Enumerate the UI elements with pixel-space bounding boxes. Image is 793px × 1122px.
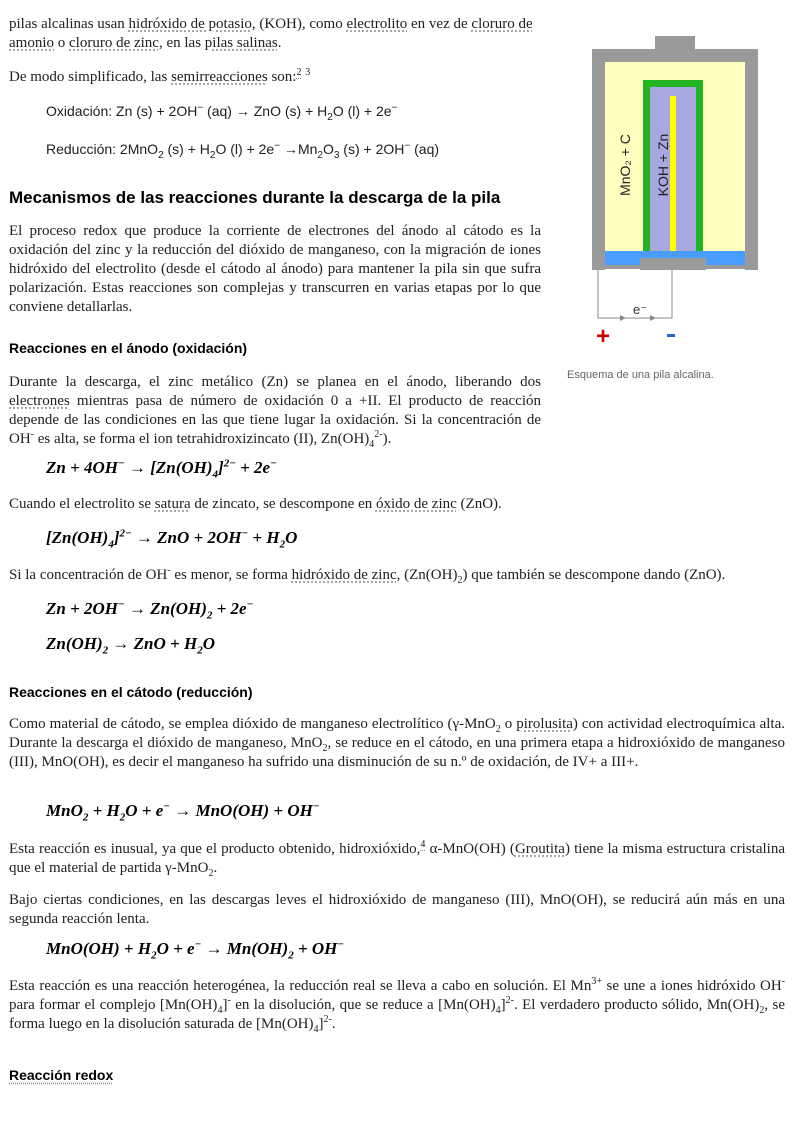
anode-equation-2: $[Zn(OH)_4]^{2-}$ → ZnO + $2OH^- + H_2O$ xyxy=(46,527,298,551)
link-hidroxido-de-potasio[interactable]: hidróxido de potasio xyxy=(128,16,252,32)
cathode-paragraph: Como material de cátodo, se emplea dióxido de manganeso electrolítico (γ-MnO$_2$ o pirolusita) con actividad electroquímica alta. Durante la descarga el dióxido de manganeso, MnO$_2$, se reduce en el cátodo, en una primera etapa a hidroxióxido de manganeso (III), MnO(OH), es decir el manganeso ha sufrido una disminución de su n.º de oxidación, de IV+ a III+. xyxy=(9,716,786,770)
battery-schematic-icon xyxy=(560,30,790,360)
svg-text:KOH + Zn: KOH + Zn xyxy=(655,133,671,197)
link-cloruro-de-amonio[interactable]: cloruro de amonio xyxy=(9,16,533,51)
oxidation-equation: Oxidación: Zn (s) + 2OH− (aq) → ZnO $(s) + H_2O$ (l) + 2e− xyxy=(46,102,398,123)
groutita-paragraph: Esta reacción es inusual, ya que el producto obtenido, hidroxióxido,$^4$ α-MnO(OH) (Groutita) tiene la misma estructura cristalina que el material de partida γ-MnO$_2$. xyxy=(9,839,785,879)
intro-paragraph: pilas alcalinas usan hidróxido de potasio, (KOH), como electrolito en vez de cloruro de amonio o cloruro de zinc, en las pilas salinas. xyxy=(9,16,533,51)
link-semirreacciones[interactable]: semirreacciones xyxy=(171,69,268,85)
link-pilas-salinas[interactable]: pilas salinas xyxy=(204,35,278,51)
svg-text:+: + xyxy=(596,323,611,350)
cathode-equation-1: $MnO_2 + H_2O + e^- \to MnO(OH) + OH^-$ xyxy=(46,800,320,824)
anode-equation-4: $Zn(OH)_2$ → ZnO + $H_2O$ xyxy=(46,634,215,657)
anode-equation-3: $Zn + 2OH^- \to Zn(OH)_2 + 2e^-$ xyxy=(46,598,254,622)
mechanisms-paragraph: El proceso redox que produce la corriente de electrones del ánodo al cátodo es la oxidación del zinc y la reducción del dióxido de manganeso, con la migración de iones hidróxido del electrolito (desde el cátodo al ánodo) para mantener la pila sin que sufra polarización. Estas reacciones son complejas y transcurren en varias etapas por lo que conviene detallarlas. xyxy=(9,223,541,315)
link-hidroxido-de-zinc[interactable]: hidróxido de zinc xyxy=(291,567,397,583)
semirreacciones-paragraph: De modo simplificado, las semirreacciones son:$^2$ $^3$ xyxy=(9,67,311,85)
reference-2[interactable]: 2 xyxy=(296,67,302,78)
link-electrolito[interactable]: electrolito xyxy=(346,16,408,32)
link-cloruro-de-zinc[interactable]: cloruro de zinc xyxy=(69,35,159,51)
reduction-equation: Reducción: 2MnO$_2$ $(s) + H_2O$ $(l) + 2e^- \to Mn_2O_3$ (s) + 2OH− (aq) xyxy=(46,140,440,161)
link-electrones[interactable]: electrones xyxy=(9,393,70,409)
slow-reaction-paragraph: Bajo ciertas condiciones, en las descargas leves el hidroxióxido de manganeso (III), MnO(OH), se reducirá aún más en una segunda reacción lenta. xyxy=(9,892,785,927)
svg-text:e⁻: e⁻ xyxy=(633,302,648,317)
section-heading-mecanismos: Mecanismos de las reacciones durante la descarga de la pila xyxy=(9,188,501,207)
anode-equation-1: $Zn + 4OH^- \to [Zn(OH)_4]^{2-} + 2e^-$ xyxy=(46,457,277,481)
cathode-equation-2: $MnO(OH) + H_2O + e^- \to Mn(OH)_2 + OH^-$ xyxy=(46,938,345,962)
svg-text:MnO₂ + C: MnO₂ + C xyxy=(617,134,633,196)
zincate-paragraph: Cuando el electrolito se satura de zincato, se descompone en óxido de zinc (ZnO). xyxy=(9,496,502,512)
heterogeneous-reaction-paragraph: Esta reacción es una reacción heterogénea, la reducción real se lleva a cabo en solución. El $Mn^{3+}$ se une a iones hidróxido OH- para formar el complejo $[Mn(OH)_4]^-$ en la disolución, que se reduce a $[Mn(OH)_4]^{2-}$. El verdadero producto sólido, $Mn(OH)_2$, se forma luego en la disolución saturada de $[Mn(OH)_4]^{2-}$. xyxy=(9,976,786,1035)
anode-paragraph: Durante la descarga, el zinc metálico (Zn) se planea en el ánodo, liberando dos electrones mientras pasa de número de oxidación 0 a +II. El producto de reacción depende de las condiciones en las que tiene lugar la oxidación. Si la concentración de OH- es alta, se forma el ion tetrahidroxizincato (II), $Zn(OH)_4^{2-}$). xyxy=(9,374,541,450)
link-pirolusita[interactable]: pirolusita xyxy=(516,716,573,732)
section-heading-reaccion-redox[interactable]: Reacción redox xyxy=(9,1067,114,1083)
reference-4[interactable]: 4 xyxy=(420,839,426,850)
link-groutita[interactable]: Groutita xyxy=(514,841,565,857)
alkaline-battery-diagram xyxy=(560,30,790,390)
figure-caption: Esquema de una pila alcalina. xyxy=(567,369,714,381)
reference-3[interactable]: 3 xyxy=(305,67,311,78)
section-heading-anodo: Reacciones en el ánodo (oxidación) xyxy=(9,340,248,356)
link-satura[interactable]: satura xyxy=(154,496,191,512)
minus-terminal-icon xyxy=(667,334,675,337)
zinc-hydroxide-paragraph: Si la concentración de OH- es menor, se forma hidróxido de zinc, $(Zn(OH)_2)$ que también se descompone dando (ZnO). xyxy=(9,565,726,586)
link-oxido-de-zinc[interactable]: óxido de zinc xyxy=(375,496,457,512)
section-heading-catodo: Reacciones en el cátodo (reducción) xyxy=(9,684,253,700)
